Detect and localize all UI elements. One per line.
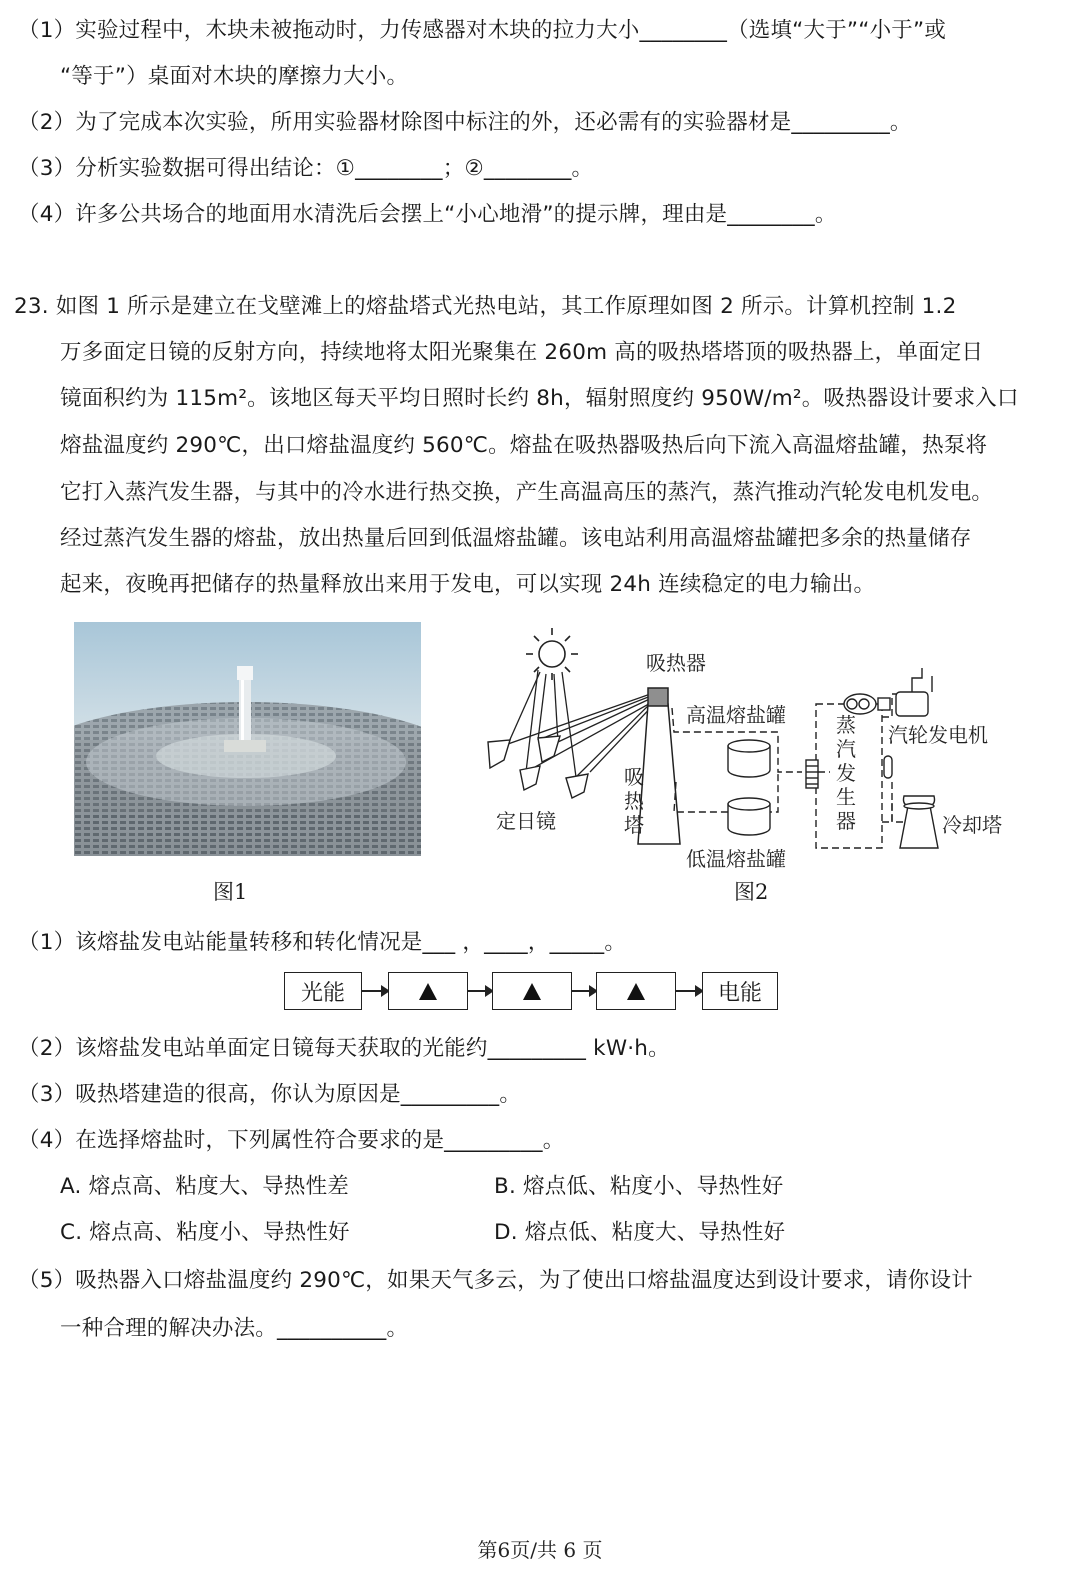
blank-triangle-icon (627, 983, 645, 1000)
absorber-label: 吸热器 (646, 651, 706, 675)
q23-stem-line-4: 熔盐温度约 290℃，出口熔盐温度约 560℃。熔盐在吸热器吸热后向下流入高温熔盐罐，热泵将 (60, 433, 988, 458)
tower-label-3: 塔 (624, 813, 644, 837)
steam-gen-label-4: 生 (836, 785, 856, 809)
flow-blank-3 (596, 972, 676, 1010)
q22-line-1a: （1）实验过程中，木块未被拖动时，力传感器对木块的拉力大小________（选填“大于”“小于”或 (18, 18, 947, 43)
steam-gen-label-1: 蒸 (836, 713, 856, 737)
q23-stem-line-7: 起来，夜晚再把储存的热量释放出来用于发电，可以实现 24h 连续稳定的电力输出。 (60, 572, 876, 597)
q23-sub-3: （3）吸热塔建造的很高，你认为原因是_________。 (18, 1082, 522, 1107)
option-d: D. 熔点低、粘度大、导热性好 (494, 1220, 786, 1245)
blank-triangle-icon (523, 983, 541, 1000)
q22-line-4: （4）许多公共场合的地面用水清洗后会摆上“小心地滑”的提示牌，理由是________。 (18, 202, 837, 227)
page-footer: 第6页/共 6 页 (477, 1538, 603, 1562)
q23-sub-5b: 一种合理的解决办法。__________。 (60, 1316, 409, 1341)
steam-gen-label-2: 汽 (836, 737, 856, 761)
q23-sub-4: （4）在选择熔盐时，下列属性符合要求的是_________。 (18, 1128, 565, 1153)
turbine-label: 汽轮发电机 (888, 723, 988, 747)
flow-blank-1 (388, 972, 468, 1010)
option-a: A. 熔点高、粘度大、导热性差 (60, 1174, 349, 1199)
q22-line-1b: “等于”）桌面对木块的摩擦力大小。 (60, 64, 409, 89)
q23-stem-line-2: 万多面定日镜的反射方向，持续地将太阳光聚集在 260m 高的吸热塔塔顶的吸热器上，单面定日 (60, 340, 984, 365)
flow-blank-2 (492, 972, 572, 1010)
flow-arrow (676, 990, 702, 992)
figure-1-caption: 图1 (213, 880, 248, 904)
sun-icon (526, 628, 578, 680)
flow-start-box: 光能 (284, 972, 362, 1010)
cooling-tower-icon (900, 796, 938, 848)
working-principle-diagram (480, 622, 1048, 874)
cooling-tower-label: 冷却塔 (942, 813, 1002, 837)
solar-tower-photo (74, 622, 421, 856)
q23-sub-5a: （5）吸热器入口熔盐温度约 290℃，如果天气多云，为了使出口熔盐温度达到设计要求，请你设计 (18, 1268, 973, 1293)
absorber-tower (638, 688, 680, 844)
flow-end-box: 电能 (702, 972, 778, 1010)
option-c: C. 熔点高、粘度小、导热性好 (60, 1220, 350, 1245)
hot-tank-label: 高温熔盐罐 (686, 703, 786, 727)
q23-stem-line-6: 经过蒸汽发生器的熔盐，放出热量后回到低温熔盐罐。该电站利用高温熔盐罐把多余的热量储存 (60, 526, 972, 551)
q23-stem-line-1: 23. 如图 1 所示是建立在戈壁滩上的熔盐塔式光热电站，其工作原理如图 2 所示。计算机控制 1.2 (14, 294, 957, 319)
flow-arrow (572, 990, 596, 992)
q22-line-3: （3）分析实验数据可得出结论：①________；②________。 (18, 156, 594, 181)
figure-2-caption: 图2 (734, 880, 769, 904)
q23-sub-2: （2）该熔盐发电站单面定日镜每天获取的光能约_________ kW·h。 (18, 1036, 670, 1061)
q23-stem-line-3: 镜面积约为 115m²。该地区每天平均日照时长约 8h，辐射照度约 950W/m²。吸热器设计要求入口 (60, 386, 1019, 411)
flow-arrow (362, 990, 388, 992)
steam-gen-label-5: 器 (836, 809, 856, 833)
cold-tank-label: 低温熔盐罐 (686, 847, 786, 871)
energy-flow-chart (284, 972, 784, 1016)
q22-line-2: （2）为了完成本次实验，所用实验器材除图中标注的外，还必需有的实验器材是_________。 (18, 110, 912, 135)
steam-gen-label-3: 发 (836, 761, 856, 785)
option-b: B. 熔点低、粘度小、导热性好 (494, 1174, 784, 1199)
heliostat-label: 定日镜 (496, 809, 556, 833)
blank-triangle-icon (419, 983, 437, 1000)
q23-stem-line-5: 它打入蒸汽发生器，与其中的冷水进行热交换，产生高温高压的蒸汽，蒸汽推动汽轮发电机发电。 (60, 480, 994, 505)
tower-label-2: 热 (624, 789, 644, 813)
tower-label-1: 吸 (624, 765, 644, 789)
flow-arrow (468, 990, 492, 992)
q23-sub-1: （1）该熔盐发电站能量转移和转化情况是___ ，____，_____。 (18, 930, 627, 955)
